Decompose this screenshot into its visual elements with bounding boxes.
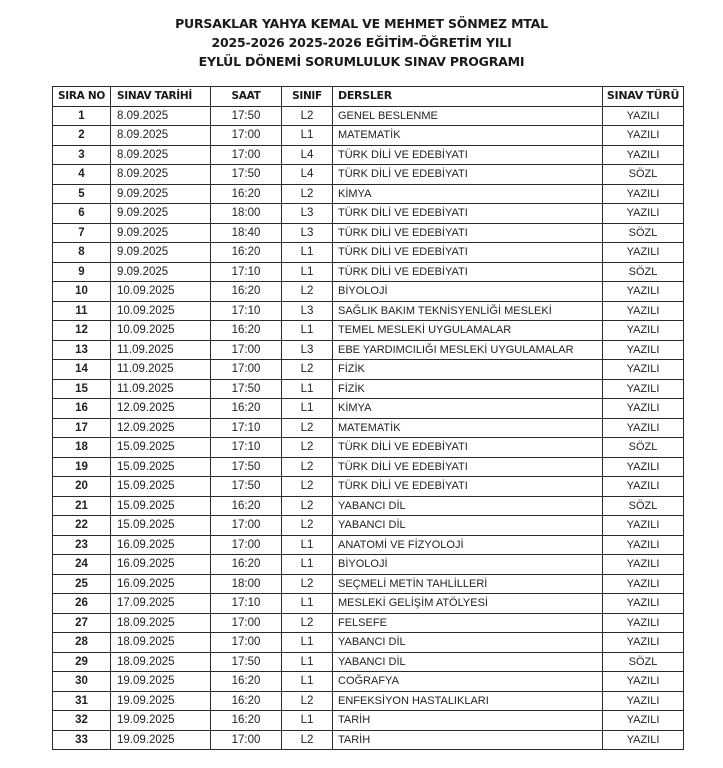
row-number: 24 [53, 555, 111, 575]
course-name: MESLEKİ GELİŞİM ATÖLYESİ [333, 594, 603, 614]
exam-time: 17:00 [211, 535, 282, 555]
exam-time: 17:00 [211, 516, 282, 536]
exam-date: 18.09.2025 [111, 613, 211, 633]
class-level: L2 [282, 184, 333, 204]
exam-type: YAZILI [603, 730, 684, 750]
table-row [53, 399, 684, 419]
column-header-sinav-turu: SINAV TÜRÜ [603, 87, 684, 107]
exam-date: 15.09.2025 [111, 496, 211, 516]
exam-time: 17:50 [211, 457, 282, 477]
exam-date: 16.09.2025 [111, 535, 211, 555]
exam-time: 17:50 [211, 379, 282, 399]
exam-type: YAZILI [603, 282, 684, 302]
course-name: TÜRK DİLİ VE EDEBİYATI [333, 223, 603, 243]
academic-year: 2025-2026 2025-2026 EĞİTİM-ÖĞRETİM YILI [211, 35, 512, 50]
row-number: 12 [53, 321, 111, 341]
exam-time: 17:50 [211, 165, 282, 185]
class-level: L1 [282, 379, 333, 399]
row-number: 19 [53, 457, 111, 477]
class-level: L1 [282, 535, 333, 555]
course-name: TARİH [333, 730, 603, 750]
exam-type: YAZILI [603, 633, 684, 653]
class-level: L2 [282, 516, 333, 536]
course-name: TÜRK DİLİ VE EDEBİYATI [333, 165, 603, 185]
table-row [53, 516, 684, 536]
table-row [53, 457, 684, 477]
course-name: FELSEFE [333, 613, 603, 633]
exam-time: 18:40 [211, 223, 282, 243]
table-row [53, 652, 684, 672]
exam-time: 16:20 [211, 399, 282, 419]
exam-time: 17:00 [211, 633, 282, 653]
exam-date: 15.09.2025 [111, 438, 211, 458]
exam-time: 16:20 [211, 282, 282, 302]
school-name: PURSAKLAR YAHYA KEMAL VE MEHMET SÖNMEZ MTAL [175, 16, 548, 31]
column-header-sinif: SINIF [282, 87, 333, 107]
table-row [53, 672, 684, 692]
exam-date: 16.09.2025 [111, 574, 211, 594]
row-number: 8 [53, 243, 111, 263]
row-number: 3 [53, 145, 111, 165]
exam-type: YAZILI [603, 672, 684, 692]
row-number: 15 [53, 379, 111, 399]
row-number: 7 [53, 223, 111, 243]
row-number: 11 [53, 301, 111, 321]
table-row [53, 711, 684, 731]
class-level: L2 [282, 457, 333, 477]
row-number: 16 [53, 399, 111, 419]
class-level: L1 [282, 594, 333, 614]
table-header-row [53, 87, 684, 107]
exam-type: YAZILI [603, 126, 684, 146]
exam-type: SÖZL [603, 165, 684, 185]
column-header-sinav-tarihi: SINAV TARİHİ [111, 87, 211, 107]
exam-date: 11.09.2025 [111, 379, 211, 399]
class-level: L1 [282, 243, 333, 263]
exam-type: YAZILI [603, 555, 684, 575]
course-name: MATEMATİK [333, 418, 603, 438]
exam-date: 15.09.2025 [111, 457, 211, 477]
table-row [53, 496, 684, 516]
table-row [53, 321, 684, 341]
table-row [53, 633, 684, 653]
class-level: L2 [282, 574, 333, 594]
row-number: 27 [53, 613, 111, 633]
exam-time: 16:20 [211, 496, 282, 516]
exam-time: 17:10 [211, 594, 282, 614]
program-title: EYLÜL DÖNEMİ SORUMLULUK SINAV PROGRAMI [198, 54, 525, 69]
exam-date: 9.09.2025 [111, 223, 211, 243]
exam-type: YAZILI [603, 243, 684, 263]
class-level: L2 [282, 418, 333, 438]
class-level: L2 [282, 438, 333, 458]
exam-type: YAZILI [603, 516, 684, 536]
exam-time: 16:20 [211, 184, 282, 204]
class-level: L1 [282, 262, 333, 282]
exam-date: 19.09.2025 [111, 691, 211, 711]
course-name: BİYOLOJİ [333, 555, 603, 575]
row-number: 20 [53, 477, 111, 497]
exam-date: 8.09.2025 [111, 165, 211, 185]
column-header-saat: SAAT [211, 87, 282, 107]
row-number: 22 [53, 516, 111, 536]
table-row [53, 555, 684, 575]
table-row [53, 184, 684, 204]
class-level: L2 [282, 282, 333, 302]
exam-type: YAZILI [603, 457, 684, 477]
exam-date: 9.09.2025 [111, 184, 211, 204]
table-row [53, 282, 684, 302]
table-row [53, 223, 684, 243]
class-level: L1 [282, 555, 333, 575]
course-name: GENEL BESLENME [333, 106, 603, 126]
exam-type: YAZILI [603, 418, 684, 438]
exam-time: 18:00 [211, 574, 282, 594]
column-header-sira-no: SIRA NO [53, 87, 111, 107]
course-name: MATEMATİK [333, 126, 603, 146]
row-number: 9 [53, 262, 111, 282]
course-name: TEMEL MESLEKİ UYGULAMALAR [333, 321, 603, 341]
exam-date: 12.09.2025 [111, 418, 211, 438]
course-name: TÜRK DİLİ VE EDEBİYATI [333, 477, 603, 497]
exam-type: SÖZL [603, 652, 684, 672]
exam-type: YAZILI [603, 594, 684, 614]
table-row [53, 145, 684, 165]
exam-time: 16:20 [211, 243, 282, 263]
course-name: FİZİK [333, 379, 603, 399]
exam-time: 17:50 [211, 477, 282, 497]
row-number: 4 [53, 165, 111, 185]
exam-date: 8.09.2025 [111, 145, 211, 165]
exam-time: 16:20 [211, 691, 282, 711]
row-number: 23 [53, 535, 111, 555]
table-row [53, 379, 684, 399]
row-number: 29 [53, 652, 111, 672]
exam-type: YAZILI [603, 691, 684, 711]
row-number: 5 [53, 184, 111, 204]
exam-type: YAZILI [603, 535, 684, 555]
row-number: 6 [53, 204, 111, 224]
course-name: KİMYA [333, 399, 603, 419]
exam-time: 17:10 [211, 438, 282, 458]
course-name: ENFEKSİYON HASTALIKLARI [333, 691, 603, 711]
exam-type: YAZILI [603, 340, 684, 360]
exam-type: YAZILI [603, 574, 684, 594]
exam-type: YAZILI [603, 184, 684, 204]
exam-time: 17:10 [211, 301, 282, 321]
course-name: BİYOLOJİ [333, 282, 603, 302]
course-name: SAĞLIK BAKIM TEKNİSYENLİĞİ MESLEKİ [333, 301, 603, 321]
class-level: L2 [282, 730, 333, 750]
exam-time: 17:10 [211, 262, 282, 282]
exam-date: 12.09.2025 [111, 399, 211, 419]
exam-time: 16:20 [211, 672, 282, 692]
exam-schedule-table [52, 86, 684, 750]
table-row [53, 535, 684, 555]
exam-type: YAZILI [603, 399, 684, 419]
course-name: YABANCI DİL [333, 496, 603, 516]
class-level: L1 [282, 711, 333, 731]
exam-time: 17:50 [211, 652, 282, 672]
class-level: L4 [282, 145, 333, 165]
row-number: 26 [53, 594, 111, 614]
table-row [53, 340, 684, 360]
exam-type: YAZILI [603, 711, 684, 731]
course-name: EBE YARDIMCILIĞI MESLEKİ UYGULAMALAR [333, 340, 603, 360]
row-number: 18 [53, 438, 111, 458]
class-level: L2 [282, 496, 333, 516]
row-number: 10 [53, 282, 111, 302]
row-number: 17 [53, 418, 111, 438]
exam-type: YAZILI [603, 613, 684, 633]
exam-date: 9.09.2025 [111, 262, 211, 282]
course-name: YABANCI DİL [333, 516, 603, 536]
exam-time: 16:20 [211, 711, 282, 731]
exam-date: 19.09.2025 [111, 711, 211, 731]
class-level: L1 [282, 652, 333, 672]
exam-time: 17:50 [211, 106, 282, 126]
exam-date: 19.09.2025 [111, 672, 211, 692]
course-name: TÜRK DİLİ VE EDEBİYATI [333, 438, 603, 458]
table-row [53, 574, 684, 594]
exam-date: 8.09.2025 [111, 126, 211, 146]
exam-date: 10.09.2025 [111, 282, 211, 302]
row-number: 33 [53, 730, 111, 750]
exam-type: YAZILI [603, 477, 684, 497]
exam-date: 18.09.2025 [111, 633, 211, 653]
exam-time: 17:00 [211, 145, 282, 165]
exam-type: YAZILI [603, 145, 684, 165]
exam-date: 10.09.2025 [111, 321, 211, 341]
class-level: L1 [282, 633, 333, 653]
exam-date: 15.09.2025 [111, 516, 211, 536]
course-name: YABANCI DİL [333, 652, 603, 672]
exam-date: 16.09.2025 [111, 555, 211, 575]
exam-time: 18:00 [211, 204, 282, 224]
exam-time: 17:00 [211, 126, 282, 146]
exam-type: SÖZL [603, 438, 684, 458]
class-level: L1 [282, 321, 333, 341]
class-level: L3 [282, 301, 333, 321]
exam-type: YAZILI [603, 360, 684, 380]
exam-type: SÖZL [603, 496, 684, 516]
class-level: L1 [282, 126, 333, 146]
exam-date: 17.09.2025 [111, 594, 211, 614]
column-header-dersler: DERSLER [333, 87, 603, 107]
exam-time: 17:00 [211, 360, 282, 380]
exam-date: 10.09.2025 [111, 301, 211, 321]
table-row [53, 691, 684, 711]
class-level: L4 [282, 165, 333, 185]
exam-time: 17:00 [211, 340, 282, 360]
row-number: 2 [53, 126, 111, 146]
exam-date: 8.09.2025 [111, 106, 211, 126]
course-name: TÜRK DİLİ VE EDEBİYATI [333, 243, 603, 263]
class-level: L2 [282, 106, 333, 126]
class-level: L2 [282, 477, 333, 497]
exam-date: 9.09.2025 [111, 243, 211, 263]
exam-time: 16:20 [211, 555, 282, 575]
exam-type: YAZILI [603, 204, 684, 224]
row-number: 25 [53, 574, 111, 594]
row-number: 21 [53, 496, 111, 516]
exam-time: 17:00 [211, 730, 282, 750]
row-number: 13 [53, 340, 111, 360]
course-name: TÜRK DİLİ VE EDEBİYATI [333, 457, 603, 477]
course-name: ANATOMİ VE FİZYOLOJİ [333, 535, 603, 555]
course-name: TÜRK DİLİ VE EDEBİYATI [333, 204, 603, 224]
course-name: TÜRK DİLİ VE EDEBİYATI [333, 145, 603, 165]
exam-date: 18.09.2025 [111, 652, 211, 672]
course-name: YABANCI DİL [333, 633, 603, 653]
course-name: FİZİK [333, 360, 603, 380]
table-row [53, 613, 684, 633]
class-level: L3 [282, 223, 333, 243]
course-name: KİMYA [333, 184, 603, 204]
course-name: TARİH [333, 711, 603, 731]
exam-type: YAZILI [603, 379, 684, 399]
table-row [53, 360, 684, 380]
table-row [53, 438, 684, 458]
table-row [53, 418, 684, 438]
exam-time: 17:00 [211, 613, 282, 633]
table-body [53, 106, 684, 750]
table-row [53, 301, 684, 321]
exam-date: 15.09.2025 [111, 477, 211, 497]
course-name: SEÇMELİ METİN TAHLİLLERİ [333, 574, 603, 594]
row-number: 28 [53, 633, 111, 653]
class-level: L2 [282, 613, 333, 633]
exam-time: 16:20 [211, 321, 282, 341]
row-number: 14 [53, 360, 111, 380]
row-number: 32 [53, 711, 111, 731]
course-name: COĞRAFYA [333, 672, 603, 692]
table-row [53, 243, 684, 263]
exam-date: 19.09.2025 [111, 730, 211, 750]
exam-date: 11.09.2025 [111, 360, 211, 380]
class-level: L2 [282, 360, 333, 380]
table-row [53, 477, 684, 497]
exam-type: SÖZL [603, 223, 684, 243]
table-row [53, 106, 684, 126]
course-name: TÜRK DİLİ VE EDEBİYATI [333, 262, 603, 282]
class-level: L3 [282, 204, 333, 224]
table-row [53, 126, 684, 146]
exam-type: YAZILI [603, 321, 684, 341]
table-row [53, 262, 684, 282]
table-row [53, 730, 684, 750]
table-row [53, 204, 684, 224]
row-number: 31 [53, 691, 111, 711]
exam-type: YAZILI [603, 106, 684, 126]
class-level: L1 [282, 672, 333, 692]
class-level: L2 [282, 691, 333, 711]
row-number: 1 [53, 106, 111, 126]
exam-type: YAZILI [603, 301, 684, 321]
exam-type: SÖZL [603, 262, 684, 282]
exam-time: 17:10 [211, 418, 282, 438]
exam-date: 9.09.2025 [111, 204, 211, 224]
row-number: 30 [53, 672, 111, 692]
table-row [53, 594, 684, 614]
table-row [53, 165, 684, 185]
document-title [0, 14, 723, 71]
class-level: L3 [282, 340, 333, 360]
exam-date: 11.09.2025 [111, 340, 211, 360]
class-level: L1 [282, 399, 333, 419]
